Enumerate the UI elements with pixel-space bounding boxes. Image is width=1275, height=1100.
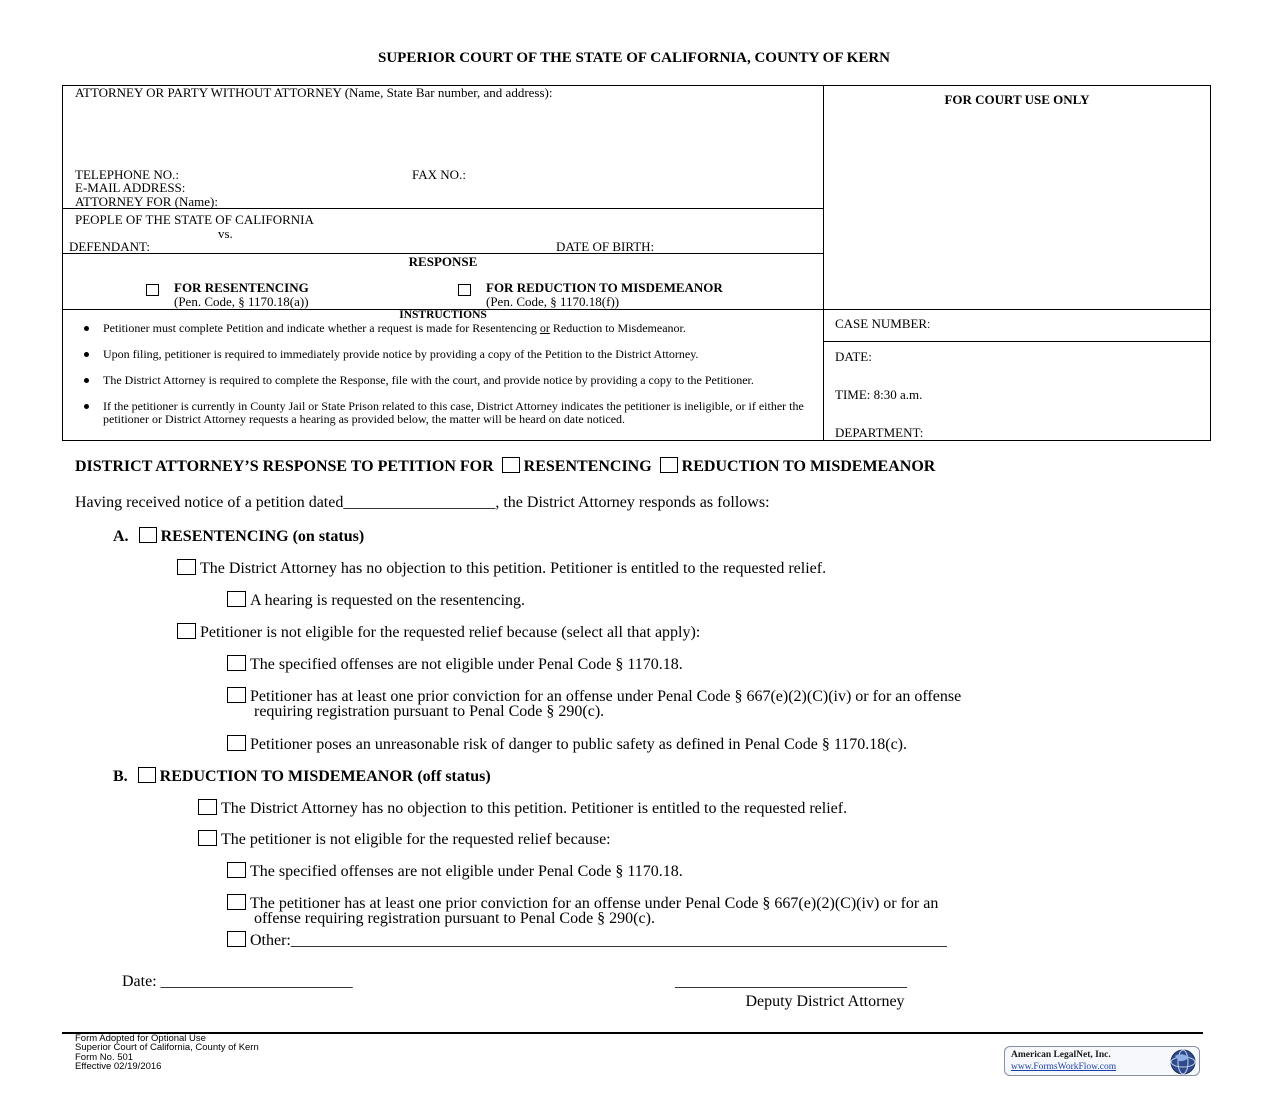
- telephone-label: TELEPHONE NO.:: [75, 167, 179, 182]
- brand-url[interactable]: www.FormsWorkFlow.com: [1011, 1062, 1117, 1072]
- b-no-objection-checkbox[interactable]: [198, 799, 217, 815]
- reduction-option-label: FOR REDUCTION TO MISDEMEANOR: [486, 280, 723, 295]
- section-a-heading: A. RESENTENCING (on status): [113, 528, 365, 545]
- date-label: DATE:: [835, 349, 872, 364]
- instruction-item-1: Petitioner must complete Petition and indicate whether a request is made for Resentencing or Reduction to Misdemeanor.: [103, 321, 686, 335]
- people-label: PEOPLE OF THE STATE OF CALIFORNIA: [75, 212, 314, 227]
- fax-label: FAX NO.:: [412, 167, 466, 182]
- b-other-field[interactable]: Other:__________________________________________________________________________________: [250, 932, 947, 949]
- b-not-eligible: The petitioner is not eligible for the requested relief because:: [198, 830, 611, 849]
- case-number-text: CASE NUMBER: [835, 316, 928, 331]
- court-title: SUPERIOR COURT OF THE STATE OF CALIFORNIA, COUNTY OF KERN: [377, 50, 891, 66]
- a-offenses: The specified offenses are not eligible under Penal Code § 1170.18.: [227, 655, 683, 674]
- a-hearing: A hearing is requested on the resentencing.: [227, 591, 525, 610]
- a-prior-line2: requiring registration pursuant to Penal Code § 290(c).: [254, 703, 605, 720]
- court-use-label: FOR COURT USE ONLY: [944, 92, 1090, 107]
- time-label: TIME: 8:30 a.m.: [835, 387, 923, 402]
- american-legalnet-logo[interactable]: [1004, 1046, 1200, 1076]
- bullet-icon: [84, 326, 89, 331]
- a-prior: Petitioner has at least one prior conviction for an offense under Penal Code § 667(e)(2)(C)(iv) or for an offense: [227, 687, 961, 706]
- b-prior-line2: offense requiring registration pursuant to Penal Code § 290(c).: [254, 910, 655, 927]
- date-signature-field[interactable]: Date: ________________________: [122, 973, 353, 990]
- a-no-objection-checkbox[interactable]: [177, 559, 196, 575]
- reduction-checkbox[interactable]: [458, 281, 471, 299]
- response-title: DISTRICT ATTORNEY’S RESPONSE TO PETITION FOR RESENTENCING REDUCTION TO MISDEMEANOR: [75, 458, 936, 475]
- department-label: DEPARTMENT:: [835, 425, 924, 440]
- a-not-eligible: Petitioner is not eligible for the requested relief because (select all that apply):: [177, 623, 700, 642]
- a-hearing-checkbox[interactable]: [227, 591, 246, 607]
- b-other: [227, 931, 947, 950]
- instruction-item-4: If the petitioner is currently in County Jail or State Prison related to this case, District Attorney indicates the petitioner is ineligible, or if either the petitioner or District Attorney requests a hearing as provided below, the matter will be heard on date noticed.: [103, 399, 804, 426]
- vs-label: vs.: [218, 226, 233, 241]
- a-offenses-checkbox[interactable]: [227, 655, 246, 671]
- defendant-label: DEFENDANT:: [69, 239, 150, 254]
- a-not-eligible-checkbox[interactable]: [177, 623, 196, 639]
- attorney-label: ATTORNEY OR PARTY WITHOUT ATTORNEY (Name, State Bar number, and address):: [75, 85, 553, 100]
- section-b-checkbox[interactable]: [138, 767, 156, 783]
- brand-name: American LegalNet, Inc.: [1011, 1050, 1111, 1060]
- b-not-eligible-checkbox[interactable]: [198, 830, 217, 846]
- a-danger-checkbox[interactable]: [227, 735, 246, 751]
- instruction-item-3: The District Attorney is required to complete the Response, file with the court, and provide notice by providing a copy to the Petitioner.: [103, 373, 754, 387]
- b-offenses-checkbox[interactable]: [227, 862, 246, 878]
- email-label: E-MAIL ADDRESS:: [75, 180, 186, 195]
- resentencing-checkbox[interactable]: [146, 281, 159, 299]
- resentencing-option-label: FOR RESENTENCING: [174, 280, 309, 295]
- footer-info: Form Adopted for Optional Use Superior Court of California, County of Kern Form No. 501 Effective 02/19/2016: [75, 1033, 259, 1072]
- case-number-colon: :: [927, 319, 931, 331]
- title-resentencing-checkbox[interactable]: [502, 457, 520, 473]
- b-prior-checkbox[interactable]: [227, 894, 246, 910]
- response-heading: RESPONSE: [408, 254, 478, 269]
- a-prior-checkbox[interactable]: [227, 687, 246, 703]
- attorney-for-label: ATTORNEY FOR (Name):: [75, 194, 218, 209]
- b-offenses: The specified offenses are not eligible under Penal Code § 1170.18.: [227, 862, 683, 881]
- case-number-label: [835, 316, 930, 332]
- globe-icon: [1169, 1048, 1197, 1076]
- b-other-checkbox[interactable]: [227, 931, 246, 947]
- a-danger: Petitioner poses an unreasonable risk of danger to public safety as defined in Penal Code § 1170.18(c).: [227, 735, 907, 754]
- section-b-heading: B. REDUCTION TO MISDEMEANOR (off status): [113, 768, 491, 785]
- instructions-heading: INSTRUCTIONS: [399, 309, 487, 321]
- b-no-objection: The District Attorney has no objection to this petition. Petitioner is entitled to the requested relief.: [198, 799, 847, 818]
- signature-label: Deputy District Attorney: [745, 993, 905, 1010]
- instruction-item-2: Upon filing, petitioner is required to immediately provide notice by providing a copy of the Petition to the District Attorney.: [103, 347, 699, 361]
- bullet-icon: [84, 352, 89, 357]
- reduction-code: (Pen. Code, § 1170.18(f)): [486, 294, 620, 309]
- notice-line: Having received notice of a petition dated___________________, the District Attorney responds as follows:: [75, 494, 770, 511]
- dob-label: DATE OF BIRTH:: [556, 239, 655, 254]
- signature-line[interactable]: _____________________________: [675, 973, 907, 990]
- a-no-objection: The District Attorney has no objection to this petition. Petitioner is entitled to the requested relief.: [177, 559, 826, 578]
- bullet-icon: [84, 378, 89, 383]
- section-a-checkbox[interactable]: [139, 527, 157, 543]
- bullet-icon: [84, 404, 89, 409]
- title-reduction-checkbox[interactable]: [660, 457, 678, 473]
- b-prior: The petitioner has at least one prior conviction for an offense under Penal Code § 667(e)(2)(C)(iv) or for an: [227, 894, 938, 913]
- resentencing-code: (Pen. Code, § 1170.18(a)): [174, 294, 309, 309]
